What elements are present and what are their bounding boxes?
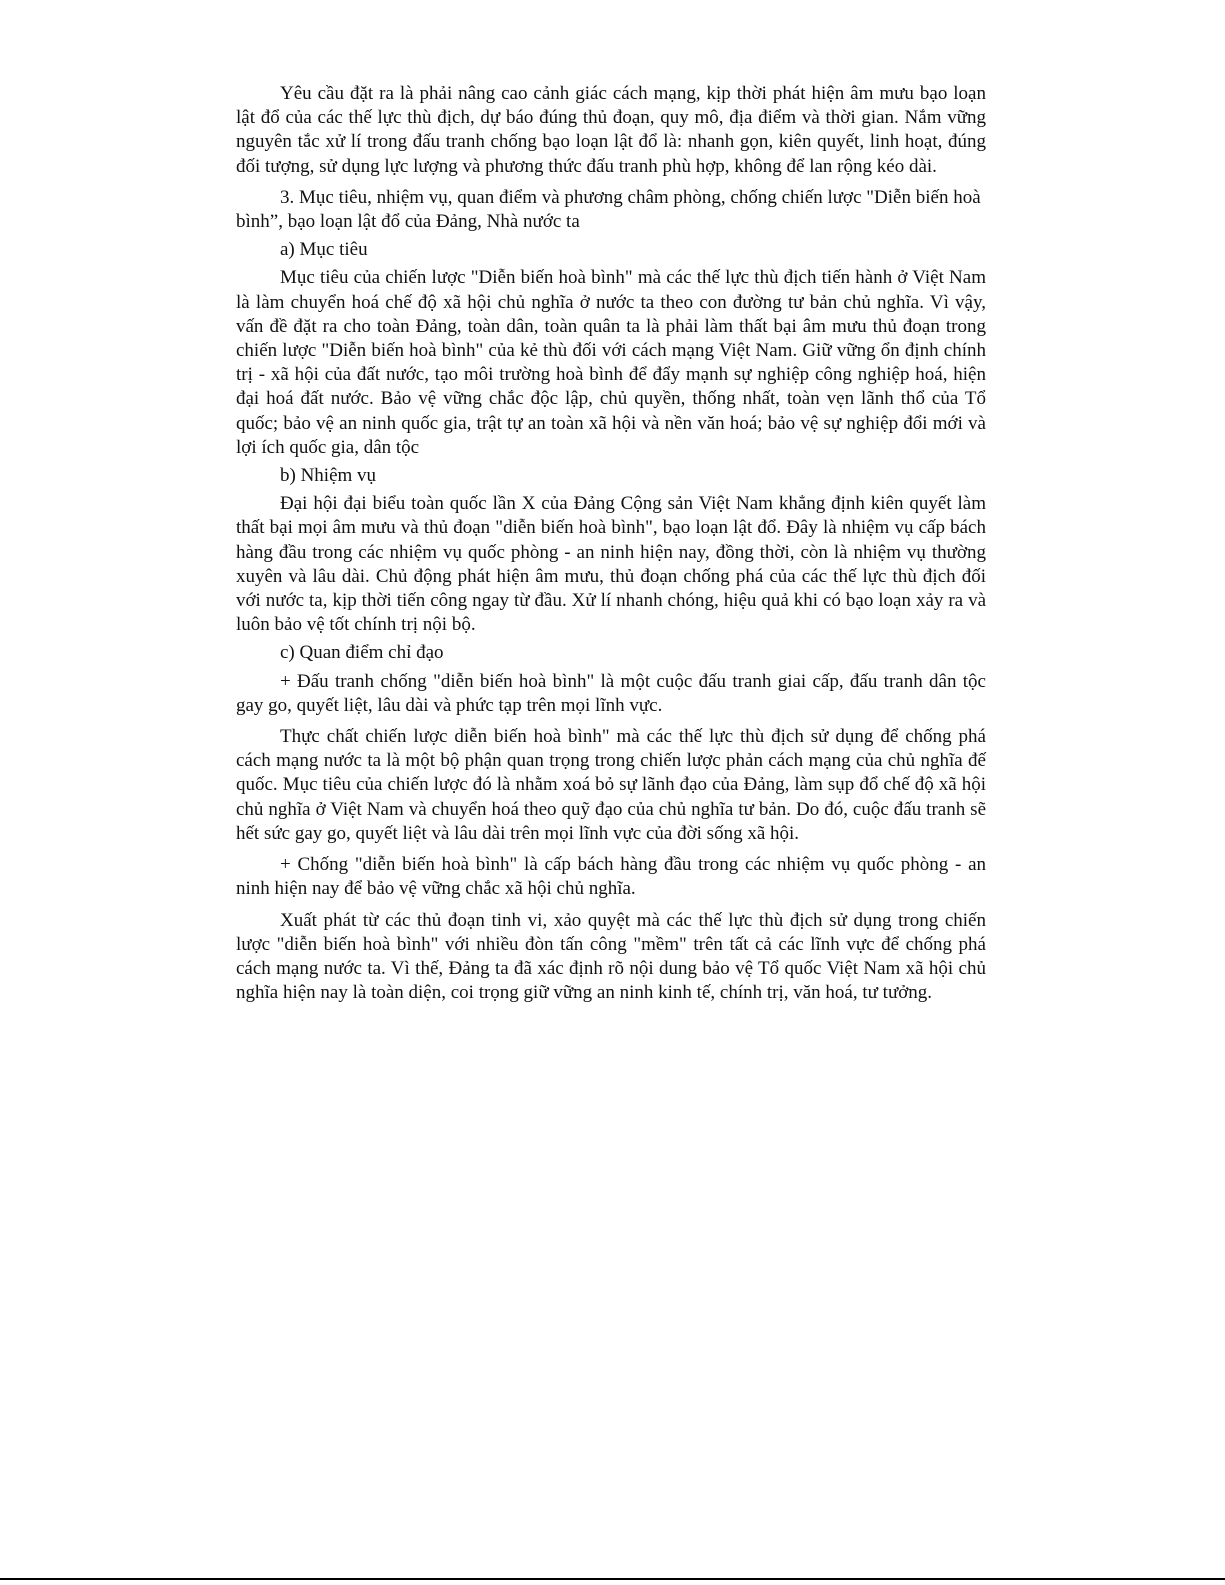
paragraph-quan-diem-2: + Chống "diễn biến hoà bình" là cấp bách hàng đầu trong các nhiệm vụ quốc phòng - an ninh hiện nay để bảo vệ vững chắc xã hội chủ nghĩa. [236,854,986,900]
document-page [236,82,986,1012]
paragraph-bao-loan-requirements: Yêu cầu đặt ra là phải nâng cao cảnh giác cách mạng, kịp thời phát hiện âm mưu bạo loạn lật đổ của các thế lực thù địch, dự báo đúng thủ đoạn, quy mô, địa điểm và thời gian. Nắm vững nguyên tắc xử lí trong đấu tranh chống bạo loạn lật đổ là: nhanh gọn, kiên quyết, linh hoạt, đúng đối tượng, sử dụng lực lượng và phương thức đấu tranh phù hợp, không để lan rộng kéo dài. [236,83,986,177]
subheading-muc-tieu: a) Mục tiêu [280,239,368,261]
paragraph-nhiem-vu: Đại hội đại biểu toàn quốc lần X của Đảng Cộng sản Việt Nam khẳng định kiên quyết làm thất bại mọi âm mưu và thủ đoạn "diễn biến hoà bình", bạo loạn lật đổ. Đây là nhiệm vụ cấp bách hàng đầu trong các nhiệm vụ quốc phòng - an ninh hiện nay, đồng thời, còn là nhiệm vụ thường xuyên và lâu dài. Chủ động phát hiện âm mưu, thủ đoạn chống phá của các thế lực thù địch đối với nước ta, kịp thời tiến công ngay từ đầu. Xử lí nhanh chóng, hiệu quả khi có bạo loạn xảy ra và luôn bảo vệ tốt chính trị nội bộ. [236,493,986,636]
paragraph-xuat-phat: Xuất phát từ các thủ đoạn tinh vi, xảo quyệt mà các thế lực thù địch sử dụng trong chiến lược "diễn biến hoà bình" với nhiều đòn tấn công "mềm" trên tất cả các lĩnh vực để chống phá cách mạng nước ta. Vì thế, Đảng ta đã xác định rõ nội dung bảo vệ Tổ quốc Việt Nam xã hội chủ nghĩa hiện nay là toàn diện, coi trọng giữ vững an ninh kinh tế, chính trị, văn hoá, tư tưởng. [236,909,986,1004]
paragraph-thuc-chat: Thực chất chiến lược diễn biến hoà bình" mà các thế lực thù địch sử dụng để chống phá cách mạng nước ta là một bộ phận quan trọng trong chiến lược phản cách mạng của chủ nghĩa đế quốc. Mục tiêu của chiến lược đó là nhằm xoá bỏ sự lãnh đạo của Đảng, làm sụp đổ chế độ xã hội chủ nghĩa ở Việt Nam và chuyển hoá theo quỹ đạo của chủ nghĩa tư bản. Do đó, cuộc đấu tranh sẽ hết sức gay go, quyết liệt và lâu dài trên mọi lĩnh vực của đời sống xã hội. [236,726,986,844]
subheading-nhiem-vu: b) Nhiệm vụ [280,465,377,487]
subheading-quan-diem: c) Quan điểm chỉ đạo [280,642,444,664]
page-bottom-rule [0,1578,1225,1580]
section-heading-3: 3. Mục tiêu, nhiệm vụ, quan điểm và phương châm phòng, chống chiến lược "Diễn biến hoà bình”, bạo loạn lật đổ của Đảng, Nhà nước ta [236,186,981,233]
paragraph-muc-tieu: Mục tiêu của chiến lược "Diễn biến hoà bình" mà các thế lực thù địch tiến hành ở Việt Nam là làm chuyển hoá chế độ xã hội chủ nghĩa ở nước ta theo con đường tư bản chủ nghĩa. Vì vậy, vấn đề đặt ra cho toàn Đảng, toàn dân, toàn quân ta là phải làm thất bại âm mưu thủ đoạn trong chiến lược "Diễn biến hoà bình" của kẻ thù đối với cách mạng Việt Nam. Giữ vững ổn định chính trị - xã hội của đất nước, tạo môi trường hoà bình để đẩy mạnh sự nghiệp công nghiệp hoá, hiện đại hoá đất nước. Bảo vệ vững chắc độc lập, chủ quyền, thống nhất, toàn vẹn lãnh thổ của Tổ quốc; bảo vệ an ninh quốc gia, trật tự an toàn xã hội và nền văn hoá; bảo vệ sự nghiệp đổi mới và lợi ích quốc gia, dân tộc [236,267,986,458]
paragraph-quan-diem-1: + Đấu tranh chống "diễn biến hoà bình" là một cuộc đấu tranh giai cấp, đấu tranh dân tộc gay go, quyết liệt, lâu dài và phức tạp trên mọi lĩnh vực. [236,670,986,716]
